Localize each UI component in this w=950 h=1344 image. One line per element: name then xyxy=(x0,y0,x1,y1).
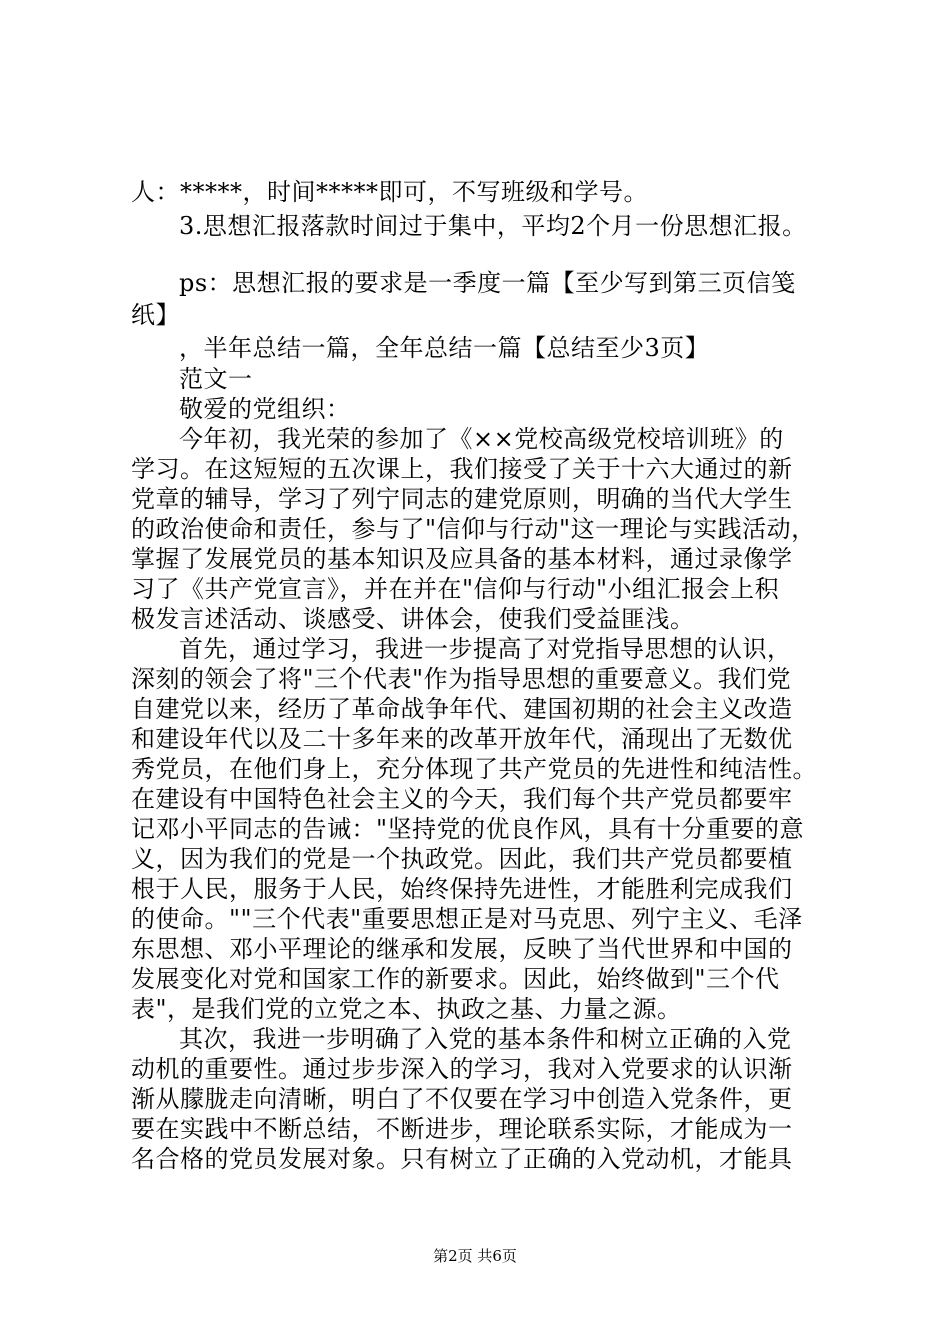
text-line: 今年初，我光荣的参加了《××党校高级党校培训班》的 xyxy=(179,425,784,453)
text-line: 秀党员，在他们身上，充分体现了共产党员的先进性和纯洁性。 xyxy=(131,755,817,783)
text-line: 根于人民，服务于人民，始终保持先进性，才能胜利完成我们 xyxy=(131,875,793,903)
text-line: 义，因为我们的党是一个执政党。因此，我们共产党员都要植 xyxy=(131,845,793,873)
text-line: 首先，通过学习，我进一步提高了对党指导思想的认识， xyxy=(179,635,792,663)
text-line: 名合格的党员发展对象。只有树立了正确的入党动机，才能具 xyxy=(131,1145,793,1173)
text-line: 和建设年代以及二十多年来的改革开放年代，涌现出了无数优 xyxy=(131,725,793,753)
text-line: 其次，我进一步明确了入党的基本条件和树立正确的入党 xyxy=(179,1025,792,1053)
text-line: ps：思想汇报的要求是一季度一篇【至少写到第三页信笺 xyxy=(179,269,796,297)
text-line: 渐从朦胧走向清晰，明白了不仅要在学习中创造入党条件，更 xyxy=(131,1085,793,1113)
text-line: ，半年总结一篇，全年总结一篇【总结至少3页】 xyxy=(179,334,710,362)
text-line: 要在实践中不断总结，不断进步，理论联系实际，才能成为一 xyxy=(131,1115,793,1143)
text-line: 自建党以来，经历了革命战争年代、建国初期的社会主义改造 xyxy=(131,695,793,723)
text-line: 东思想、邓小平理论的继承和发展，反映了当代世界和中国的 xyxy=(131,935,793,963)
text-line: 掌握了发展党员的基本知识及应具备的基本材料，通过录像学 xyxy=(131,545,793,573)
text-line: 发展变化对党和国家工作的新要求。因此，始终做到"三个代 xyxy=(131,965,780,993)
text-line: 人：*****，时间*****即可，不写班级和学号。 xyxy=(131,178,648,206)
text-line: 党章的辅导，学习了列宁同志的建党原则，明确的当代大学生 xyxy=(131,485,793,513)
text-line: 的政治使命和责任，参与了"信仰与行动"这一理论与实践活动， xyxy=(131,515,816,543)
text-line: 的使命。""三个代表"重要思想正是对马克思、列宁主义、毛泽 xyxy=(131,905,803,933)
text-line: 极发言述活动、谈感受、讲体会，使我们受益匪浅。 xyxy=(131,605,695,633)
text-line: 学习。在这短短的五次课上，我们接受了关于十六大通过的新 xyxy=(131,455,793,483)
text-line: 习了《共产党宣言》，并在并在"信仰与行动"小组汇报会上积 xyxy=(131,575,780,603)
text-line: 范文一 xyxy=(179,365,253,393)
text-line: 记邓小平同志的告诫："坚持党的优良作风，具有十分重要的意 xyxy=(131,815,805,843)
text-line: 深刻的领会了将"三个代表"作为指导思想的重要意义。我们党 xyxy=(131,665,792,693)
text-line: 3.思想汇报落款时间过于集中，平均2个月一份思想汇报。 xyxy=(179,212,807,240)
text-line: 纸】 xyxy=(131,301,180,329)
text-line: 动机的重要性。通过步步深入的学习，我对入党要求的认识渐 xyxy=(131,1055,793,1083)
page-number-footer: 第2页 共6页 xyxy=(433,1247,517,1265)
text-line: 表"，是我们党的立党之本、执政之基、力量之源。 xyxy=(131,995,682,1023)
text-line: 在建设有中国特色社会主义的今天，我们每个共产党员都要牢 xyxy=(131,785,793,813)
text-line: 敬爱的党组织： xyxy=(179,395,351,423)
